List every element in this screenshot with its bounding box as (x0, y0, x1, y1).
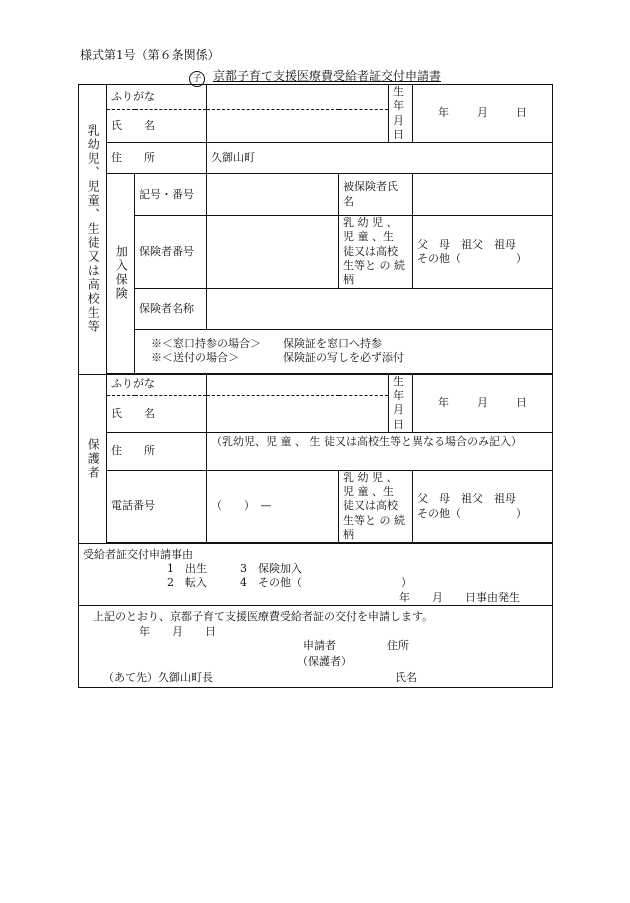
guardian-side-label: 保護者 (79, 374, 107, 544)
reason-occurrence-date[interactable]: 年 月 日事由発生 (399, 590, 520, 604)
child-relation-label: 乳 幼 児 、児 童 、生 徒又は高校生等と の 続 柄 (339, 216, 413, 288)
application-reason-section (79, 544, 553, 606)
symbol-number-field[interactable] (207, 174, 339, 216)
application-form-table (78, 84, 553, 688)
insurance-notes: ※＜窓口持参の場合＞ 保険証を窓口へ持参 ※＜送付の場合＞ 保険証の写しを必ず添付 (135, 329, 553, 373)
child-furigana-field[interactable] (207, 85, 389, 110)
applicant-address-label: 住所 (387, 638, 409, 652)
guardian-name-field[interactable] (207, 395, 389, 432)
reason-options-1[interactable]: 1 出生 3 保険加入 (167, 562, 302, 576)
applicant-name-label: 氏名 (395, 670, 417, 684)
guardian-furigana-label: ふりがな (107, 374, 207, 395)
guardian-address-field[interactable]: （乳幼児、児 童 、 生 徒又は高校生等と異なる場合のみ記入） (207, 432, 553, 470)
guardian-name-label: 氏 名 (107, 395, 207, 432)
reason-options-2[interactable]: 2 転入 4 その他（ ） (167, 576, 412, 590)
child-side-label: 乳幼児、児童、生徒又は高校生等 (79, 85, 107, 375)
addressee: （あて先）久御山町長 (103, 670, 213, 684)
insurer-name-label: 保険者名称 (135, 288, 207, 329)
guardian-address-label: 住 所 (107, 432, 207, 470)
child-address-field[interactable]: 久御山町 (207, 143, 553, 174)
declaration-section (79, 606, 553, 688)
child-name-label: 氏 名 (107, 109, 207, 142)
insurer-name-field[interactable] (207, 288, 553, 329)
insurer-number-field[interactable] (207, 216, 339, 288)
reason-heading: 受給者証交付申請事由 (83, 547, 193, 561)
insurer-number-label: 保険者番号 (135, 216, 207, 288)
insurance-side-label: 加入保険 (107, 174, 135, 373)
applicant-label: 申請者 (303, 638, 336, 652)
guardian-label: （保護者） (297, 654, 352, 668)
insured-name-field[interactable] (413, 174, 553, 216)
child-furigana-label: ふりがな (107, 85, 207, 110)
child-birth-label: 生年月日 (389, 85, 413, 143)
declaration-statement: 上記のとおり、京都子育て支援医療費受給者証の交付を申請します。 (93, 610, 434, 624)
guardian-relation-options[interactable]: 父 母 祖父 祖母 その他（ ） (413, 470, 553, 542)
guardian-furigana-field[interactable] (207, 374, 389, 395)
child-mark-icon: 子 (189, 71, 205, 87)
form-title-text: 京都子育て支援医療費受給者証交付申請書 (212, 69, 441, 83)
child-name-field[interactable] (207, 109, 389, 142)
guardian-phone-field[interactable]: （ ） — (207, 470, 339, 542)
child-address-label: 住 所 (107, 143, 207, 174)
child-relation-options[interactable]: 父 母 祖父 祖母 その他（ ） (413, 216, 553, 288)
guardian-relation-label: 乳 幼 児 、児 童 、生 徒又は高校生等と の 続 柄 (339, 470, 413, 542)
insured-name-label: 被保険者氏名 (339, 174, 413, 216)
symbol-number-label: 記号・番号 (135, 174, 207, 216)
guardian-birth-label: 生年月日 (389, 374, 413, 432)
guardian-birth-date-field[interactable]: 年 月 日 (413, 374, 553, 432)
form-number: 様式第1号（第６条関係） (80, 48, 220, 62)
child-birth-date-field[interactable]: 年 月 日 (413, 85, 553, 143)
guardian-phone-label: 電話番号 (107, 470, 207, 542)
declaration-date[interactable]: 年 月 日 (139, 624, 216, 638)
